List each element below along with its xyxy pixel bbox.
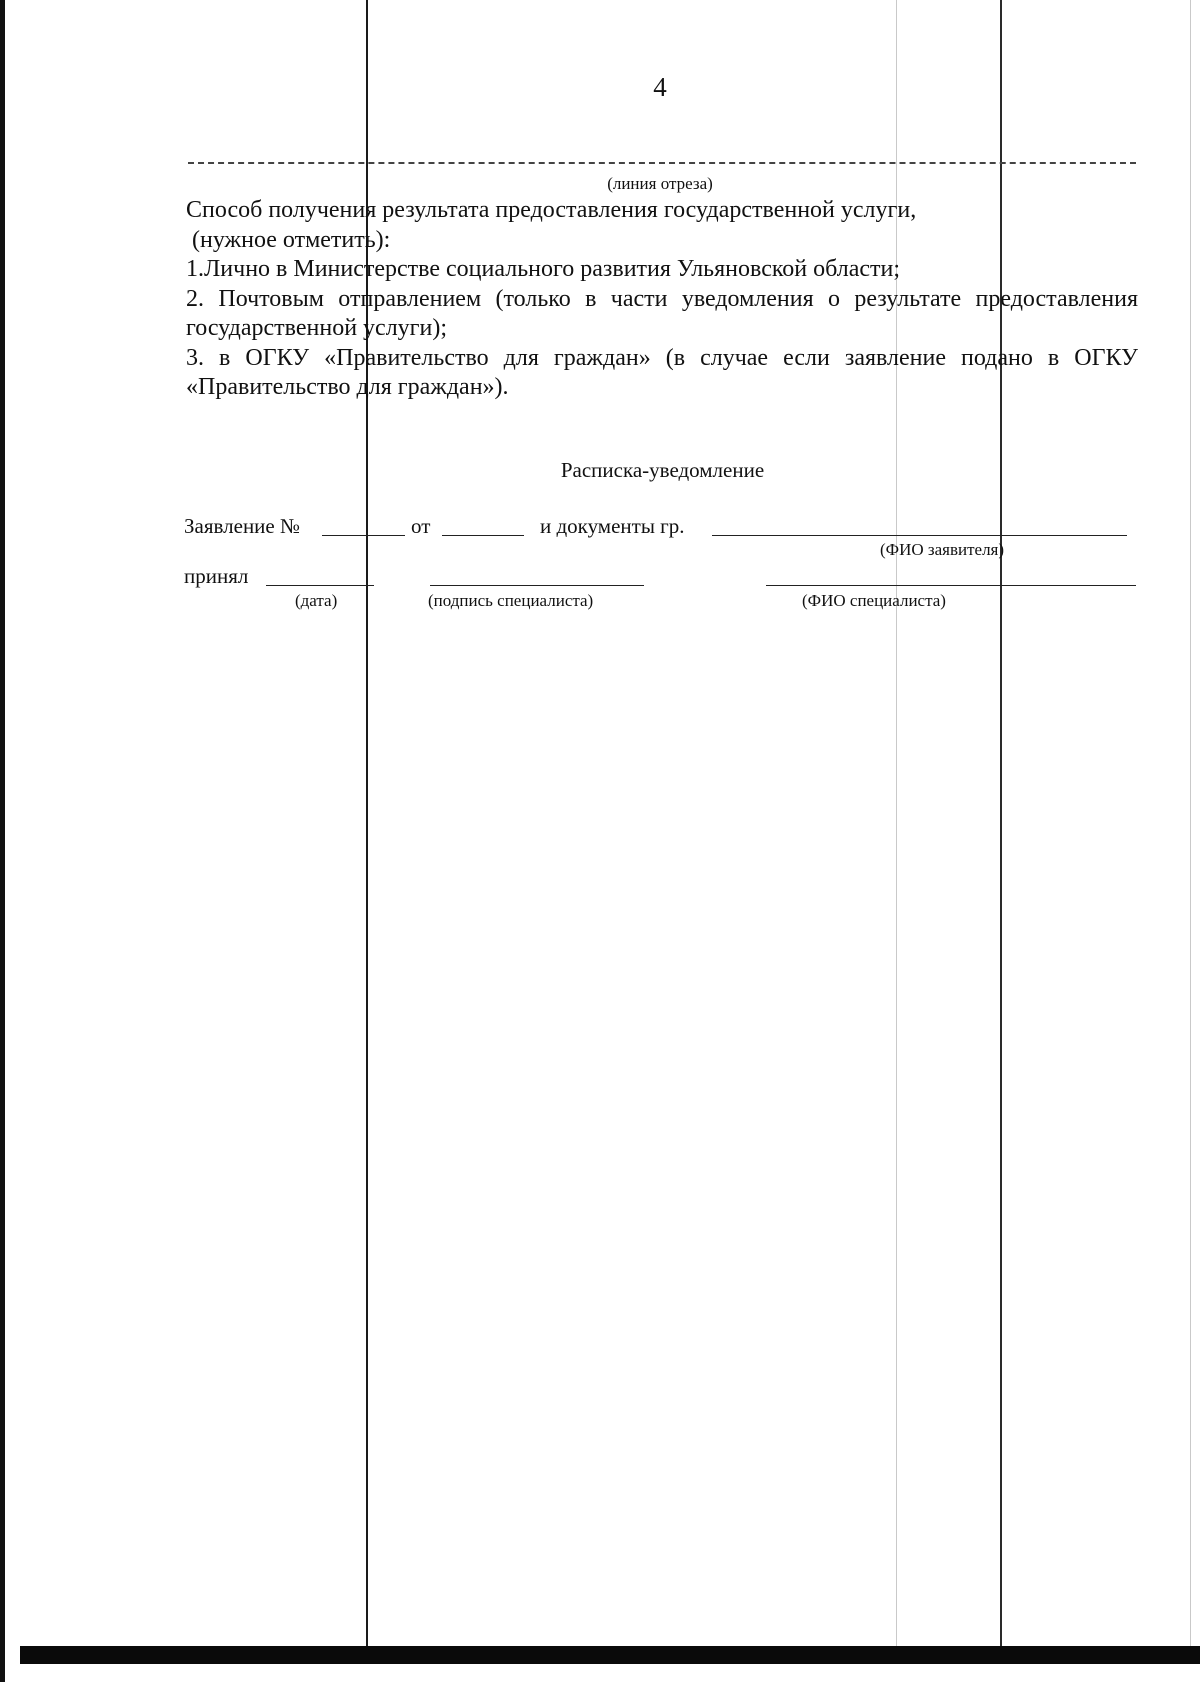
application-date-blank (442, 535, 524, 536)
application-number-blank (322, 535, 405, 536)
cut-line (188, 162, 1136, 164)
delivery-heading: Способ получения результата предоставления государственной услуги, (186, 197, 917, 223)
cut-line-caption: (линия отреза) (607, 174, 713, 193)
applicant-name-blank (712, 535, 1127, 536)
scan-line (1190, 0, 1191, 1660)
specialist-name-blank (766, 585, 1136, 586)
date-caption: (дата) (295, 591, 338, 610)
delivery-option-in-person: 1.Лично в Министерстве социального развития Ульяновской области; (186, 256, 901, 282)
application-number-label: Заявление № (184, 514, 301, 538)
from-label: от (411, 514, 431, 538)
receipt-title: Расписка-уведомление (560, 458, 765, 482)
applicant-name-caption: (ФИО заявителя) (880, 540, 1005, 559)
accepted-date-blank (266, 585, 374, 586)
delivery-option-mail: 2. Почтовым отправлением (только в части уведомления о результате предоставления государственной услуги); (186, 285, 1138, 341)
scan-border-left (0, 0, 5, 1682)
specialist-signature-blank (430, 585, 644, 586)
accepted-label: принял (184, 564, 249, 588)
delivery-heading-note: (нужное отметить): (192, 226, 391, 253)
page-number: 4 (653, 72, 667, 102)
scan-border-bottom (20, 1646, 1200, 1664)
delivery-method-section (186, 196, 1138, 403)
signature-caption: (подпись специалиста) (428, 591, 594, 610)
specialist-name-caption: (ФИО специалиста) (802, 591, 946, 610)
delivery-option-ogku: 3. в ОГКУ «Правительство для граждан» (в случае если заявление подано в ОГКУ «Правительство для граждан»). (186, 344, 1138, 400)
documents-label: и документы гр. (540, 514, 685, 538)
